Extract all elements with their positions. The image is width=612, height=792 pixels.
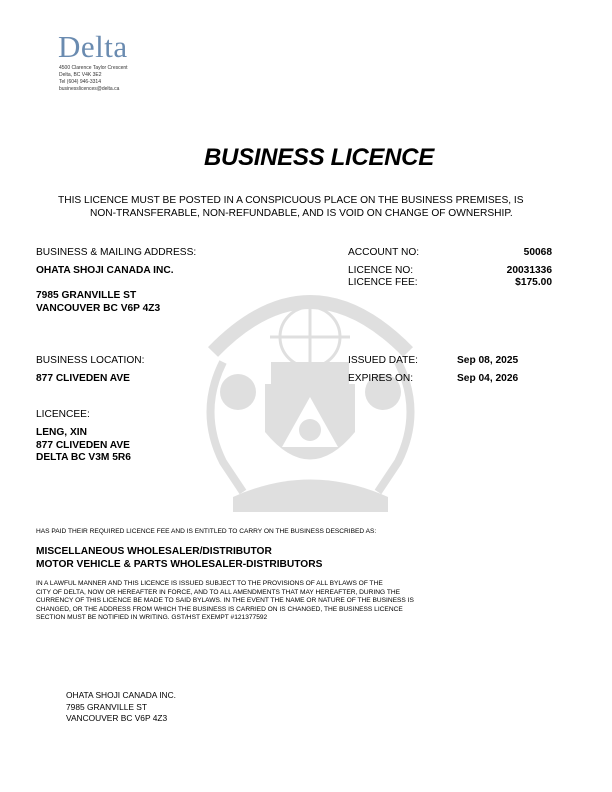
business-address-label: BUSINESS & MAILING ADDRESS: xyxy=(36,247,197,258)
terms-text xyxy=(36,580,414,623)
licencee-address-line2: DELTA BC V3M 5R6 xyxy=(36,452,131,463)
terms-line: SECTION MUST BE NOTIFIED IN WRITING. GST/HST EXEMPT #121377592 xyxy=(36,614,268,622)
licencee-name: LENG, XIN xyxy=(36,427,87,438)
expires-on-label: EXPIRES ON: xyxy=(348,373,414,384)
posting-notice-line: NON-TRANSFERABLE, NON-REFUNDABLE, AND IS VOID ON CHANGE OF OWNERSHIP. xyxy=(90,208,513,219)
licence-fee-value: $175.00 xyxy=(515,277,552,288)
posting-notice-line: THIS LICENCE MUST BE POSTED IN A CONSPICUOUS PLACE ON THE BUSINESS PREMISES, IS xyxy=(58,195,524,206)
licence-fee-label: LICENCE FEE: xyxy=(348,277,418,288)
licencee-address-line1: 877 CLIVEDEN AVE xyxy=(36,440,130,451)
licence-no-label: LICENCE NO: xyxy=(348,265,414,276)
mailing-address-line1: 7985 GRANVILLE ST xyxy=(66,702,147,712)
business-type: MOTOR VEHICLE & PARTS WHOLESALER-DISTRIBUTORS xyxy=(36,559,323,570)
account-no-value: 50068 xyxy=(523,247,552,258)
account-no-label: ACCOUNT NO: xyxy=(348,247,420,258)
licencee-label: LICENCEE: xyxy=(36,409,90,420)
business-address-line2: VANCOUVER BC V6P 4Z3 xyxy=(36,303,161,314)
delta-logo: Delta xyxy=(58,29,128,64)
logo-address-line: 4500 Clarence Taylor Crescent xyxy=(59,65,128,71)
mailing-name: OHATA SHOJI CANADA INC. xyxy=(66,690,176,700)
business-address-line1: 7985 GRANVILLE ST xyxy=(36,290,137,301)
business-name: OHATA SHOJI CANADA INC. xyxy=(36,265,174,276)
mailing-address-line2: VANCOUVER BC V6P 4Z3 xyxy=(66,713,168,723)
issued-date-value: Sep 08, 2025 xyxy=(457,355,519,366)
business-location-value: 877 CLIVEDEN AVE xyxy=(36,373,130,384)
licence-no-value: 20031336 xyxy=(506,265,552,276)
terms-line: CURRENCY OF THIS LICENCE BE MADE TO SAID BYLAWS. IN THE EVENT THE NAME OR NATURE OF THE BUSINESS IS xyxy=(36,597,414,605)
city-crest-icon xyxy=(183,262,438,517)
issued-date-label: ISSUED DATE: xyxy=(348,355,419,366)
logo-email: businesslicences@delta.ca xyxy=(59,86,120,92)
terms-line: CITY OF DELTA, NOW OR HEREAFTER IN FORCE, AND TO ALL AMENDMENTS THAT MAY HEREAFTER, DURING THE xyxy=(36,588,401,596)
terms-line: CHANGED, OR THE ADDRESS FROM WHICH THE BUSINESS IS CARRIED ON IS CHANGED, THE BUSINESS LICENCE xyxy=(36,605,403,613)
business-type: MISCELLANEOUS WHOLESALER/DISTRIBUTOR xyxy=(36,546,272,557)
entitlement-statement: HAS PAID THEIR REQUIRED LICENCE FEE AND IS ENTITLED TO CARRY ON THE BUSINESS DESCRIBED AS: xyxy=(36,528,377,535)
logo-phone: Tel (604) 946-3314 xyxy=(59,79,101,85)
expires-on-value: Sep 04, 2026 xyxy=(457,373,519,384)
page-title: BUSINESS LICENCE xyxy=(204,144,434,171)
logo-address-line: Delta, BC V4K 3E2 xyxy=(59,72,102,78)
terms-line: IN A LAWFUL MANNER AND THIS LICENCE IS ISSUED SUBJECT TO THE PROVISIONS OF ALL BYLAWS OF THE xyxy=(36,580,383,587)
business-location-label: BUSINESS LOCATION: xyxy=(36,355,145,366)
